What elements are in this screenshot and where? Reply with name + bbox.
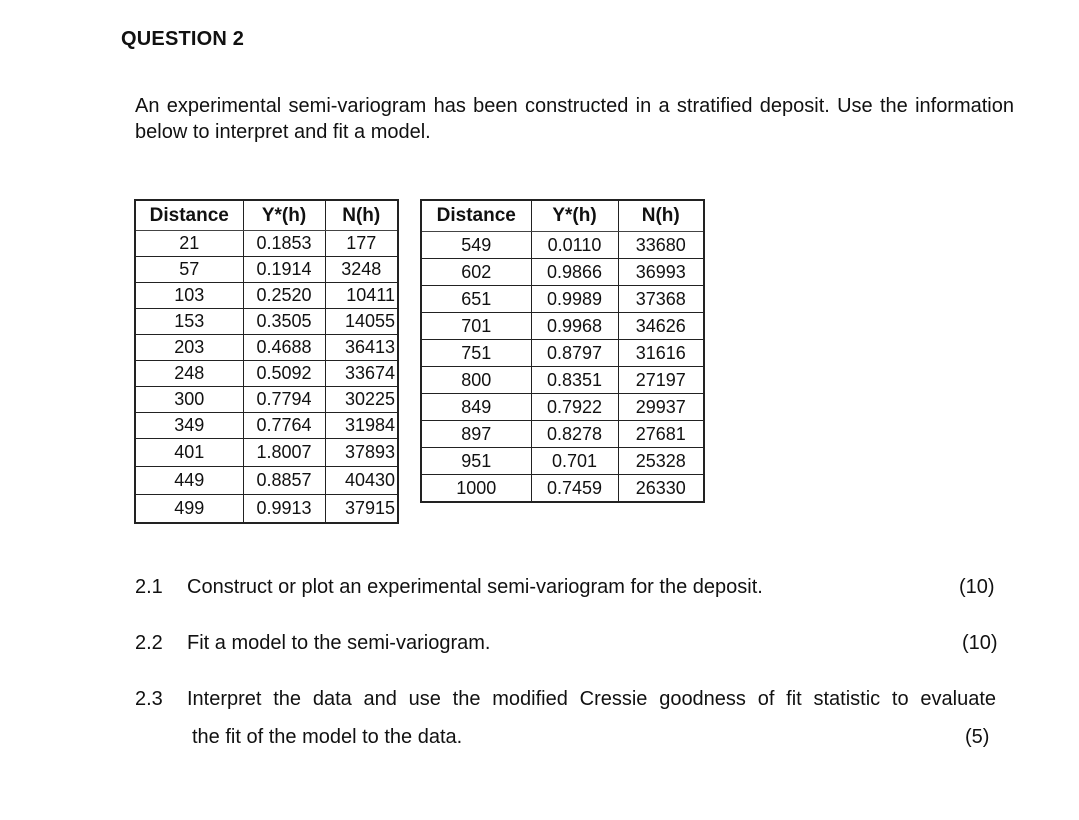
cell-distance: 103 — [135, 283, 243, 309]
question-marks: (5) — [965, 726, 990, 748]
cell-pairs: 177 — [325, 231, 398, 257]
cell-pairs: 36413 — [325, 335, 398, 361]
cell-pairs: 27681 — [618, 421, 704, 448]
table-header-row — [135, 200, 398, 231]
data-table-right — [420, 199, 705, 503]
cell-distance: 300 — [135, 387, 243, 413]
question-text: Interpret the data and use the modified Cressie goodness of fit statistic to evaluate — [187, 688, 996, 710]
cell-distance: 800 — [421, 367, 531, 394]
data-table-left — [134, 199, 399, 524]
cell-pairs: 3248 — [325, 257, 398, 283]
question-number: 2.1 — [135, 576, 163, 598]
header-distance: Distance — [135, 200, 243, 231]
cell-gamma: 0.7764 — [243, 413, 325, 439]
cell-distance: 449 — [135, 467, 243, 495]
cell-pairs: 30225 — [325, 387, 398, 413]
header-pairs: N(h) — [618, 200, 704, 232]
table-row — [135, 387, 398, 413]
cell-distance: 849 — [421, 394, 531, 421]
cell-pairs: 26330 — [618, 475, 704, 503]
cell-gamma: 0.2520 — [243, 283, 325, 309]
cell-gamma: 0.7922 — [531, 394, 618, 421]
table-row — [421, 448, 704, 475]
cell-distance: 499 — [135, 495, 243, 524]
cell-distance: 1000 — [421, 475, 531, 503]
cell-pairs: 27197 — [618, 367, 704, 394]
cell-gamma: 0.9989 — [531, 286, 618, 313]
cell-pairs: 33680 — [618, 232, 704, 259]
cell-distance: 57 — [135, 257, 243, 283]
cell-distance: 701 — [421, 313, 531, 340]
cell-gamma: 0.1914 — [243, 257, 325, 283]
table-row — [135, 309, 398, 335]
table-row — [135, 231, 398, 257]
table-row — [421, 286, 704, 313]
cell-gamma: 0.4688 — [243, 335, 325, 361]
table-row — [135, 335, 398, 361]
table-row — [135, 439, 398, 467]
question-number: 2.3 — [135, 688, 163, 710]
question-marks: (10) — [962, 632, 998, 654]
table-row — [135, 495, 398, 524]
cell-distance: 349 — [135, 413, 243, 439]
table-row — [421, 232, 704, 259]
question-text-continued: the fit of the model to the data. — [192, 726, 463, 748]
cell-pairs: 10411 — [325, 283, 398, 309]
question-number: 2.2 — [135, 632, 163, 654]
cell-gamma: 0.701 — [531, 448, 618, 475]
cell-pairs: 14055 — [325, 309, 398, 335]
cell-distance: 401 — [135, 439, 243, 467]
table-row — [421, 421, 704, 448]
table-row — [135, 413, 398, 439]
cell-pairs: 29937 — [618, 394, 704, 421]
table-row — [135, 283, 398, 309]
cell-pairs: 25328 — [618, 448, 704, 475]
header-gamma: Y*(h) — [531, 200, 618, 232]
header-distance: Distance — [421, 200, 531, 232]
question-title: QUESTION 2 — [121, 28, 245, 50]
table-row — [135, 257, 398, 283]
table-row — [421, 313, 704, 340]
cell-distance: 549 — [421, 232, 531, 259]
cell-pairs: 31616 — [618, 340, 704, 367]
header-gamma: Y*(h) — [243, 200, 325, 231]
cell-distance: 651 — [421, 286, 531, 313]
cell-pairs: 37893 — [325, 439, 398, 467]
cell-gamma: 0.1853 — [243, 231, 325, 257]
cell-gamma: 0.8278 — [531, 421, 618, 448]
cell-distance: 751 — [421, 340, 531, 367]
cell-pairs: 40430 — [325, 467, 398, 495]
table-row — [135, 467, 398, 495]
cell-distance: 21 — [135, 231, 243, 257]
cell-distance: 951 — [421, 448, 531, 475]
table-header-row — [421, 200, 704, 232]
cell-distance: 897 — [421, 421, 531, 448]
cell-gamma: 0.9913 — [243, 495, 325, 524]
cell-gamma: 0.5092 — [243, 361, 325, 387]
cell-gamma: 0.8857 — [243, 467, 325, 495]
cell-pairs: 31984 — [325, 413, 398, 439]
header-pairs: N(h) — [325, 200, 398, 231]
table-row — [421, 367, 704, 394]
cell-pairs: 34626 — [618, 313, 704, 340]
cell-distance: 602 — [421, 259, 531, 286]
table-row — [421, 475, 704, 503]
table-row — [421, 394, 704, 421]
cell-gamma: 0.9866 — [531, 259, 618, 286]
cell-gamma: 0.8797 — [531, 340, 618, 367]
cell-gamma: 0.8351 — [531, 367, 618, 394]
question-text: Fit a model to the semi-variogram. — [187, 632, 491, 654]
table-row — [421, 340, 704, 367]
cell-gamma: 0.3505 — [243, 309, 325, 335]
cell-pairs: 37368 — [618, 286, 704, 313]
intro-paragraph: An experimental semi-variogram has been constructed in a stratified deposit. Use the information below to interpret and fit a model. — [135, 95, 1014, 143]
cell-gamma: 1.8007 — [243, 439, 325, 467]
cell-gamma: 0.7459 — [531, 475, 618, 503]
cell-pairs: 36993 — [618, 259, 704, 286]
cell-pairs: 33674 — [325, 361, 398, 387]
question-marks: (10) — [959, 576, 995, 598]
cell-distance: 203 — [135, 335, 243, 361]
table-row — [421, 259, 704, 286]
cell-gamma: 0.7794 — [243, 387, 325, 413]
cell-distance: 248 — [135, 361, 243, 387]
question-text: Construct or plot an experimental semi-variogram for the deposit. — [187, 576, 763, 598]
cell-distance: 153 — [135, 309, 243, 335]
table-row — [135, 361, 398, 387]
cell-gamma: 0.0110 — [531, 232, 618, 259]
cell-gamma: 0.9968 — [531, 313, 618, 340]
cell-pairs: 37915 — [325, 495, 398, 524]
